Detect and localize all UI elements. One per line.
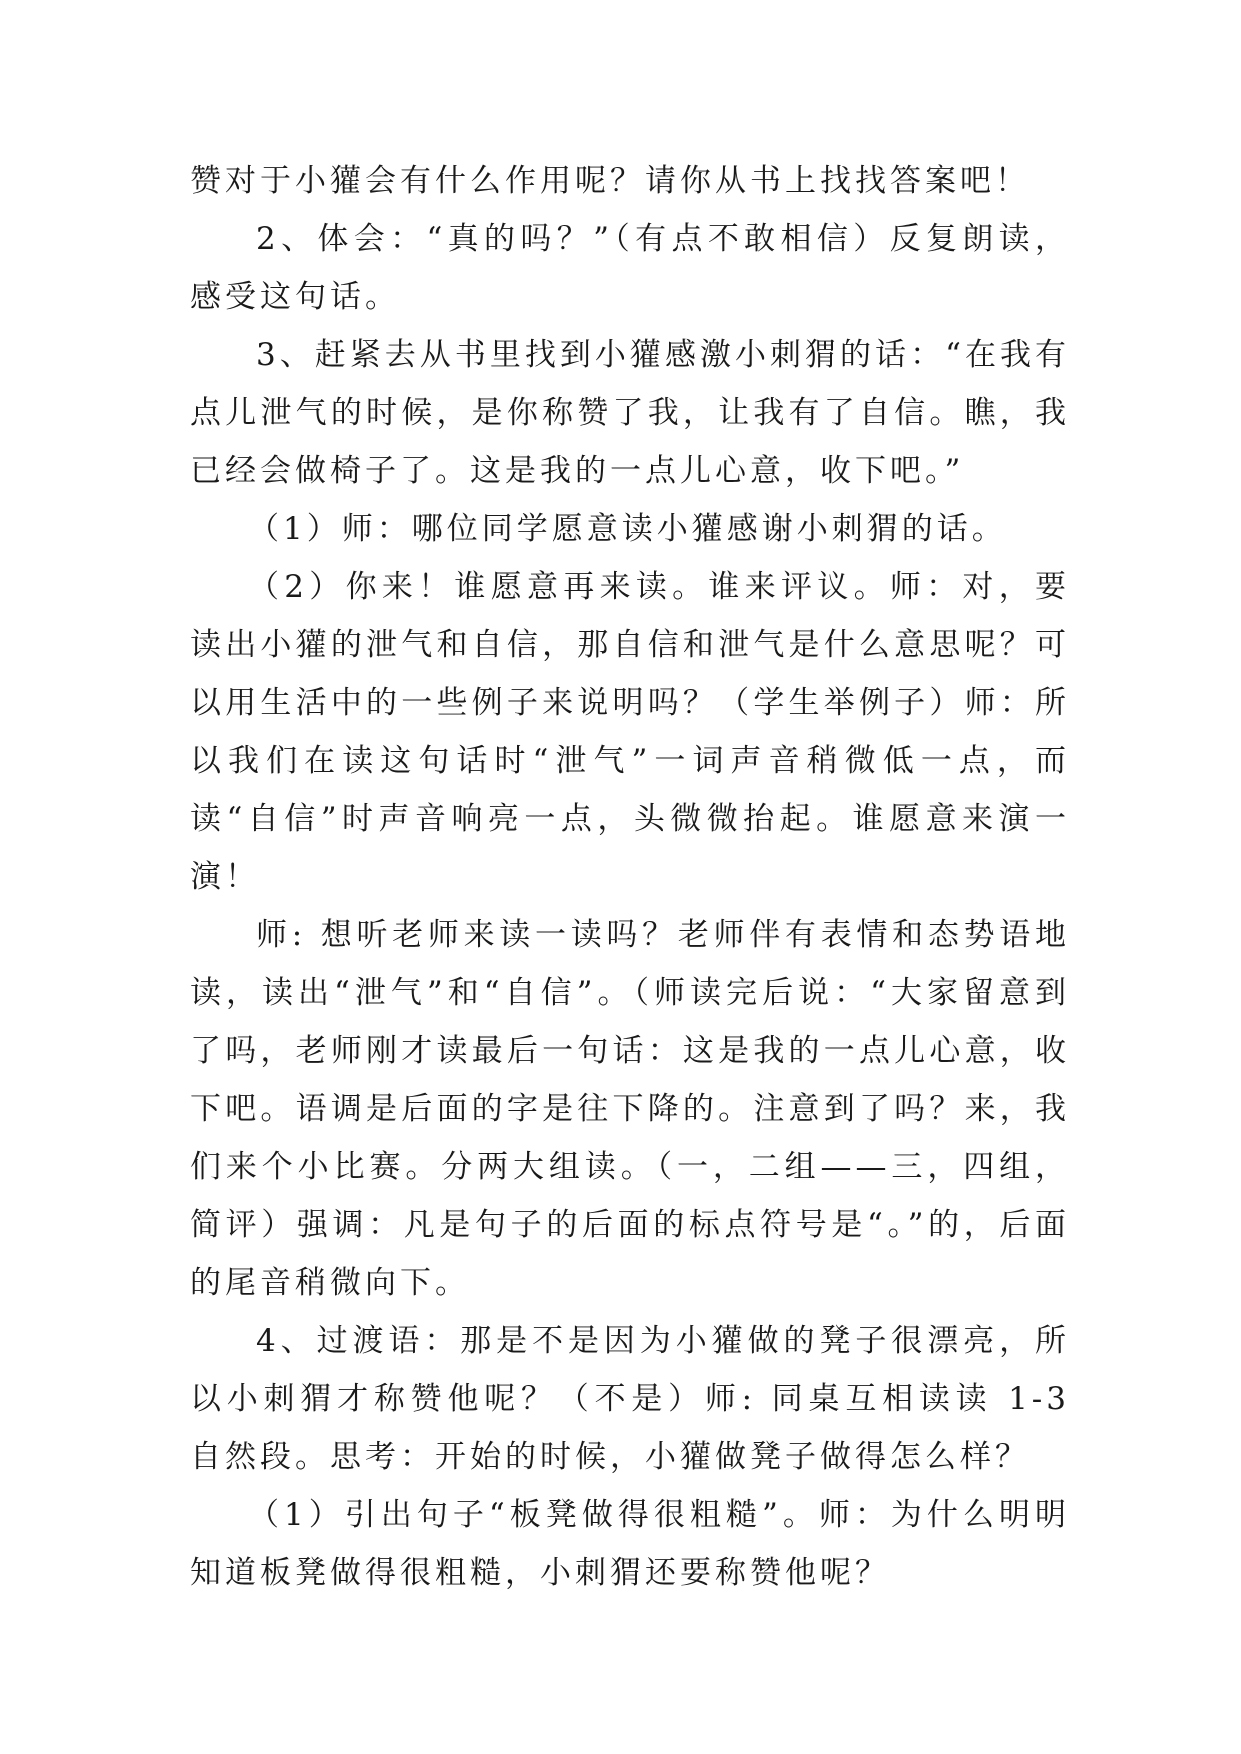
paragraph-sub-1-second: （1）引出句子“板凳做得很粗糙”。师：为什么明明知道板凳做得很粗糙，小刺猬还要称赞他呢？ <box>190 1497 1070 1591</box>
document-body <box>190 152 1084 1602</box>
paragraph-item-3: 3、赶紧去从书里找到小獾感激小刺猬的话：“在我有点儿泄气的时候，是你称赞了我，让我有了自信。瞧，我已经会做椅子了。这是我的一点儿心意，收下吧。” <box>190 337 1070 489</box>
paragraph-sub-1: （1）师：哪位同学愿意读小獾感谢小刺猬的话。 <box>248 511 1007 547</box>
paragraph-sub-2: （2）你来！谁愿意再来读。谁来评议。师：对，要读出小獾的泄气和自信，那自信和泄气是什么意思呢？可以用生活中的一些例子来说明吗？（学生举例子）师：所以我们在读这句话时“泄气”一词声音稍微低一点，而读“自信”时声音响亮一点，头微微抬起。谁愿意来演一演！ <box>190 569 1070 895</box>
paragraph-teacher-reading: 师: 想听老师来读一读吗？老师伴有表情和态势语地读，读出“泄气”和“自信”。（师读完后说：“大家留意到了吗，老师刚才读最后一句话：这是我的一点儿心意，收下吧。语调是后面的字是往下降的。注意到了吗？来，我们来个小比赛。分两大组读。（一，二组——三，四组，简评）强调：凡是句子的后面的标点符号是“。”的，后面的尾音稍微向下。 <box>190 917 1070 1301</box>
paragraph-continuation: 赞对于小獾会有什么作用呢？请你从书上找找答案吧！ <box>190 163 1030 199</box>
paragraph-item-2: 2、体会：“真的吗？”（有点不敢相信）反复朗读，感受这句话。 <box>190 221 1070 315</box>
paragraph-item-4: 4、过渡语：那是不是因为小獾做的凳子很漂亮，所以小刺猬才称赞他呢？（不是）师: 同桌互相读读 1-3 自然段。思考：开始的时候，小獾做凳子做得怎么样？ <box>190 1323 1084 1475</box>
